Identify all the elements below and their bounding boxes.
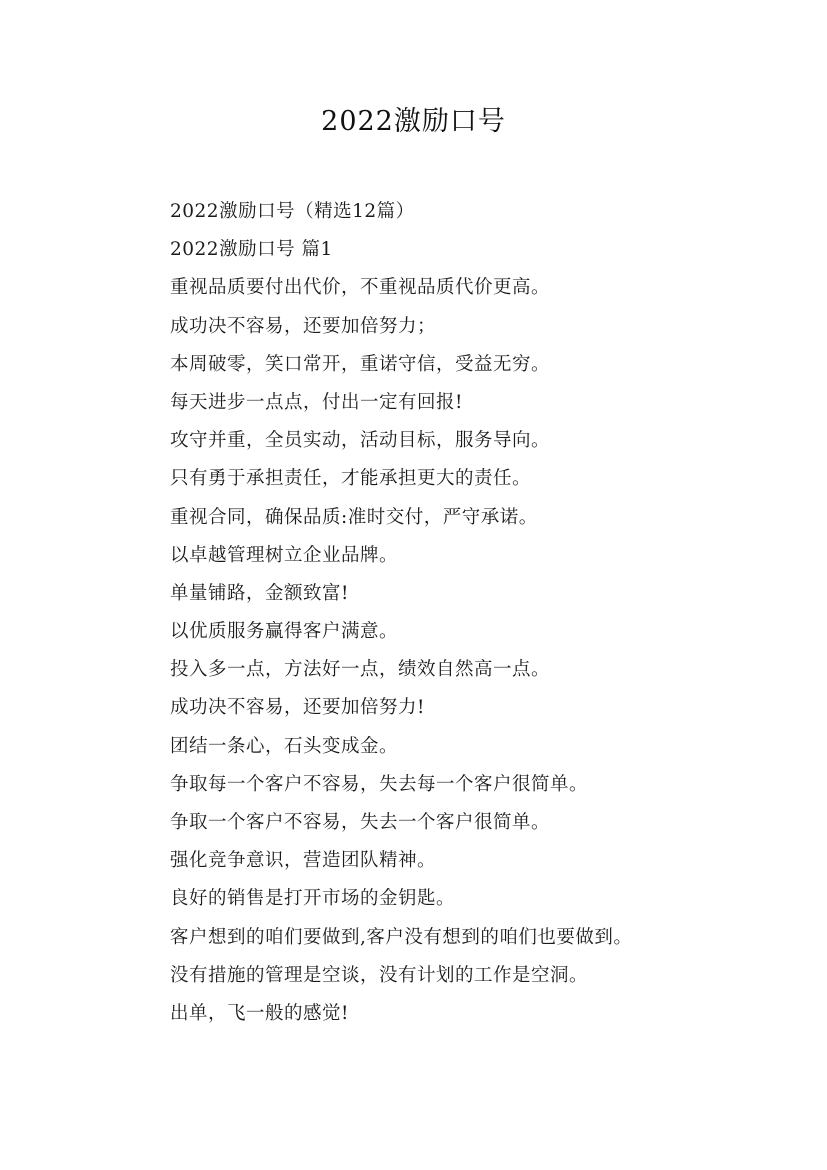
slogan-line: 单量铺路，金额致富! (170, 582, 349, 604)
slogan-line: 本周破零，笑口常开，重诺守信，受益无穷。 (170, 353, 551, 375)
slogan-line: 以卓越管理树立企业品牌。 (170, 544, 399, 566)
slogan-line: 客户想到的咱们要做到,客户没有想到的咱们也要做到。 (170, 926, 633, 948)
document-title: 2022激励口号 (321, 106, 506, 137)
slogan-line: 每天进步一点点，付出一定有回报! (170, 391, 463, 413)
slogan-line: 以优质服务赢得客户满意。 (170, 621, 399, 643)
slogan-line: 攻守并重，全员实动，活动目标，服务导向。 (170, 430, 551, 452)
slogan-line: 成功决不容易，还要加倍努力； (170, 315, 437, 337)
slogan-line: 出单，飞一般的感觉! (170, 1002, 349, 1024)
slogan-list (170, 193, 810, 1033)
subtitle-line: 2022激励口号（精选12篇） (170, 201, 415, 222)
slogan-line: 成功决不容易，还要加倍努力! (170, 697, 425, 719)
slogan-line: 良好的销售是打开市场的金钥匙。 (170, 888, 456, 910)
slogan-line: 争取每一个客户不容易，失去每一个客户很简单。 (170, 773, 589, 795)
slogan-line: 重视品质要付出代价，不重视品质代价更高。 (170, 277, 551, 299)
slogan-line: 只有勇于承担责任，才能承担更大的责任。 (170, 468, 532, 490)
slogan-line: 重视合同，确保品质:准时交付，严守承诺。 (170, 506, 538, 528)
slogan-line: 争取一个客户不容易，失去一个客户很简单。 (170, 812, 551, 833)
slogan-line: 强化竞争意识，营造团队精神。 (170, 850, 437, 872)
slogan-line: 没有措施的管理是空谈，没有计划的工作是空洞。 (170, 964, 589, 986)
slogan-line: 团结一条心，石头变成金。 (170, 735, 399, 757)
section-heading: 2022激励口号 篇1 (170, 239, 333, 261)
slogan-line: 投入多一点，方法好一点，绩效自然高一点。 (170, 659, 551, 681)
